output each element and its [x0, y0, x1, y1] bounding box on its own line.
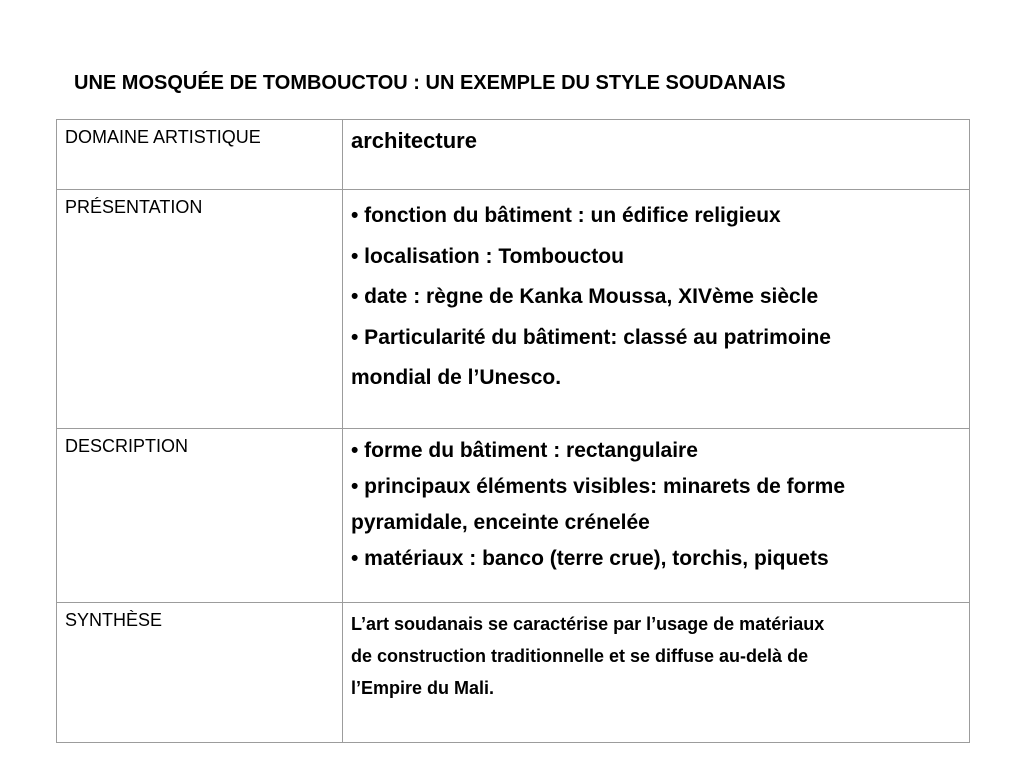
table-row-domaine [57, 120, 970, 190]
domaine-value-text: architecture [351, 128, 477, 153]
row-value-synthese [343, 603, 970, 743]
presentation-list [351, 196, 963, 399]
synthese-line: l’Empire du Mali. [351, 678, 495, 698]
table-row-description [57, 429, 970, 603]
row-label-presentation: PRÉSENTATION [57, 190, 343, 429]
table-row-presentation [57, 190, 970, 429]
presentation-item: • localisation : Tombouctou [351, 244, 624, 268]
presentation-item: • fonction du bâtiment : un édifice religieux [351, 204, 781, 227]
presentation-item: • date : règne de Kanka Moussa, XIVème siècle [351, 285, 819, 308]
row-value-domaine [343, 120, 970, 190]
page-title: UNE MOSQUÉE DE TOMBOUCTOU : UN EXEMPLE DU STYLE SOUDANAIS [74, 72, 786, 94]
row-label-description: DESCRIPTION [57, 429, 343, 603]
row-value-description [343, 429, 970, 603]
table-row-synthese [57, 603, 970, 743]
info-table [56, 119, 970, 743]
synthese-line: de construction traditionnelle et se diffuse au-delà de [351, 646, 809, 666]
row-label-synthese: SYNTHÈSE [57, 603, 343, 743]
description-item: • forme du bâtiment : rectangulaire [351, 439, 698, 462]
description-item: pyramidale, enceinte crénelée [351, 511, 650, 534]
description-list [351, 433, 963, 577]
row-label-domaine: DOMAINE ARTISTIQUE [57, 120, 343, 190]
description-item: • matériaux : banco (terre crue), torchis, piquets [351, 547, 829, 570]
description-item: • principaux éléments visibles: minarets de forme [351, 475, 846, 498]
presentation-item: mondial de l’Unesco. [351, 366, 562, 389]
presentation-item: • Particularité du bâtiment: classé au patrimoine [351, 325, 831, 349]
row-value-presentation [343, 190, 970, 429]
synthese-line: L’art soudanais se caractérise par l’usage de matériaux [351, 614, 825, 634]
synthese-text [351, 608, 963, 704]
